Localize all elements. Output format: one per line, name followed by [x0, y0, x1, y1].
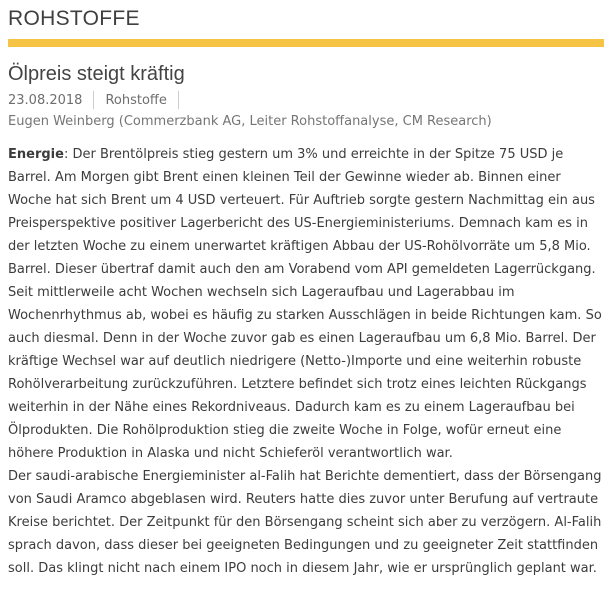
article-meta [8, 90, 604, 110]
body-paragraph-energy-text: : Der Brentölpreis stieg gestern um 3% und erreichte in der Spitze 75 USD je Barrel. Am Morgen gibt Brent einen kleinen Teil der Gewinne wieder ab. Binnen einer Woche hat sich Brent um 4 USD verteuert. Für Auftrieb sorgte gestern Nachmittag ein aus Preisperspektive positiver Lagerbericht des US-Energieministeriums. Demnach kam es in der letzten Woche zu einem unerwartet kräftigen Abbau der US-Rohölvorräte um 5,8 Mio. Barrel. Dieser übertraf damit auch den am Vorabend vom API gemeldeten Lagerrückgang. Seit mittlerweile acht Wochen wechseln sich Lageraufbau und Lagerabbau im Wochenrhythmus ab, wobei es häufig zu starken Ausschlägen in beide Richtungen kam. So auch diesmal. Denn in der Woche zuvor gab es einen Lageraufbau um 6,8 Mio. Barrel. Der kräftige Wechsel war auf deutlich niedrigere (Netto-)Importe und eine weiterhin robuste Rohölverarbeitung zurückzuführen. Letztere befindet sich trotz eines leichten Rückgangs weiterhin in der Nähe eines Rekordniveaus. Dadurch kam es zu einem Lageraufbau bei Ölprodukten. Die Rohölproduktion stieg die zweite Woche in Folge, wofür erneut eine höhere Produktion in Alaska und nicht Schieferöl verantwortlich war. [8, 147, 602, 461]
section-header [8, 6, 604, 47]
article-title: Ölpreis steigt kräftig [8, 63, 185, 85]
meta-separator [178, 91, 179, 109]
topic-label: Energie [8, 147, 64, 162]
section-title: ROHSTOFFE [8, 7, 140, 30]
article [8, 62, 604, 580]
meta-separator [93, 91, 94, 109]
accent-bar [8, 39, 604, 47]
article-date: 23.08.2018 [8, 92, 83, 108]
body-paragraph-saudi: Der saudi-arabische Energieminister al-Falih hat Berichte dementiert, dass der Börsengang von Saudi Aramco abgeblasen wird. Reuters hatte dies zuvor unter Berufung auf vertraute Kreise berichtet. Der Zeitpunkt für den Börsengang scheint sich aber zu verzögern. Al-Falih sprach davon, dass dieser bei geeigneten Bedingungen und zu geeigneter Zeit stattfinden soll. Das klingt nicht nach einem IPO noch in diesem Jahr, wie er ursprünglich geplant war. [8, 469, 602, 576]
article-author: Eugen Weinberg (Commerzbank AG, Leiter Rohstoffanalyse, CM Research) [8, 114, 492, 129]
article-body [8, 143, 604, 580]
category-link[interactable]: Rohstoffe [105, 92, 167, 108]
body-paragraph-energy [8, 143, 604, 465]
